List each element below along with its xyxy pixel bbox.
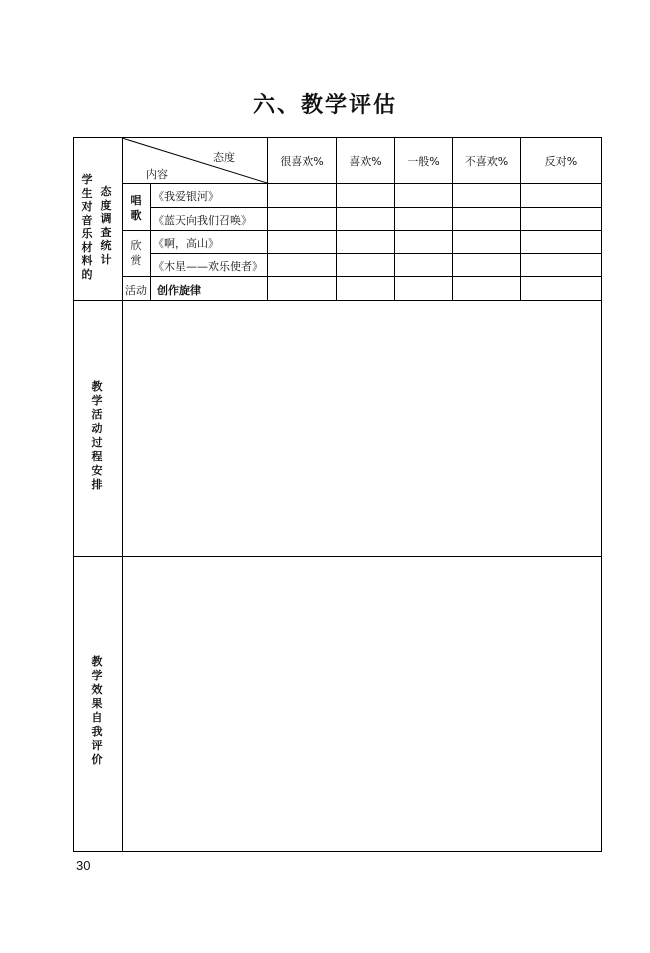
group-label-appreciation: 欣赏 xyxy=(130,239,142,267)
page-title: 六、教学评估 xyxy=(252,92,397,118)
corner-header-attitude: 态度 xyxy=(213,151,235,164)
group-label-activity: 活动 xyxy=(125,284,147,297)
column-header: 喜欢% xyxy=(349,155,382,168)
column-header: 一般% xyxy=(407,155,440,168)
column-header: 不喜欢% xyxy=(464,155,509,168)
column-header: 反对% xyxy=(544,155,578,168)
survey-label-statistics: 态度调查统计 xyxy=(100,185,112,266)
item-activity-1: 创作旋律 xyxy=(157,284,201,297)
section-label-self-evaluation: 教学效果自我评价 xyxy=(91,655,103,766)
item-song-2: 《蓝天向我们召唤》 xyxy=(153,214,252,227)
page-number: 30 xyxy=(76,858,91,873)
section-label-teaching-process: 教学活动过程安排 xyxy=(91,380,103,491)
survey-label-student-attitude: 学生对音乐材料的 xyxy=(81,173,93,281)
item-song-1: 《我爱银河》 xyxy=(153,190,219,203)
group-label-singing: 唱歌 xyxy=(130,194,142,222)
column-header: 很喜欢% xyxy=(280,155,324,168)
corner-header-content: 内容 xyxy=(146,168,168,181)
item-appreciation-1: 《啊，高山》 xyxy=(153,237,219,250)
item-appreciation-2: 《木星——欢乐使者》 xyxy=(153,260,263,273)
